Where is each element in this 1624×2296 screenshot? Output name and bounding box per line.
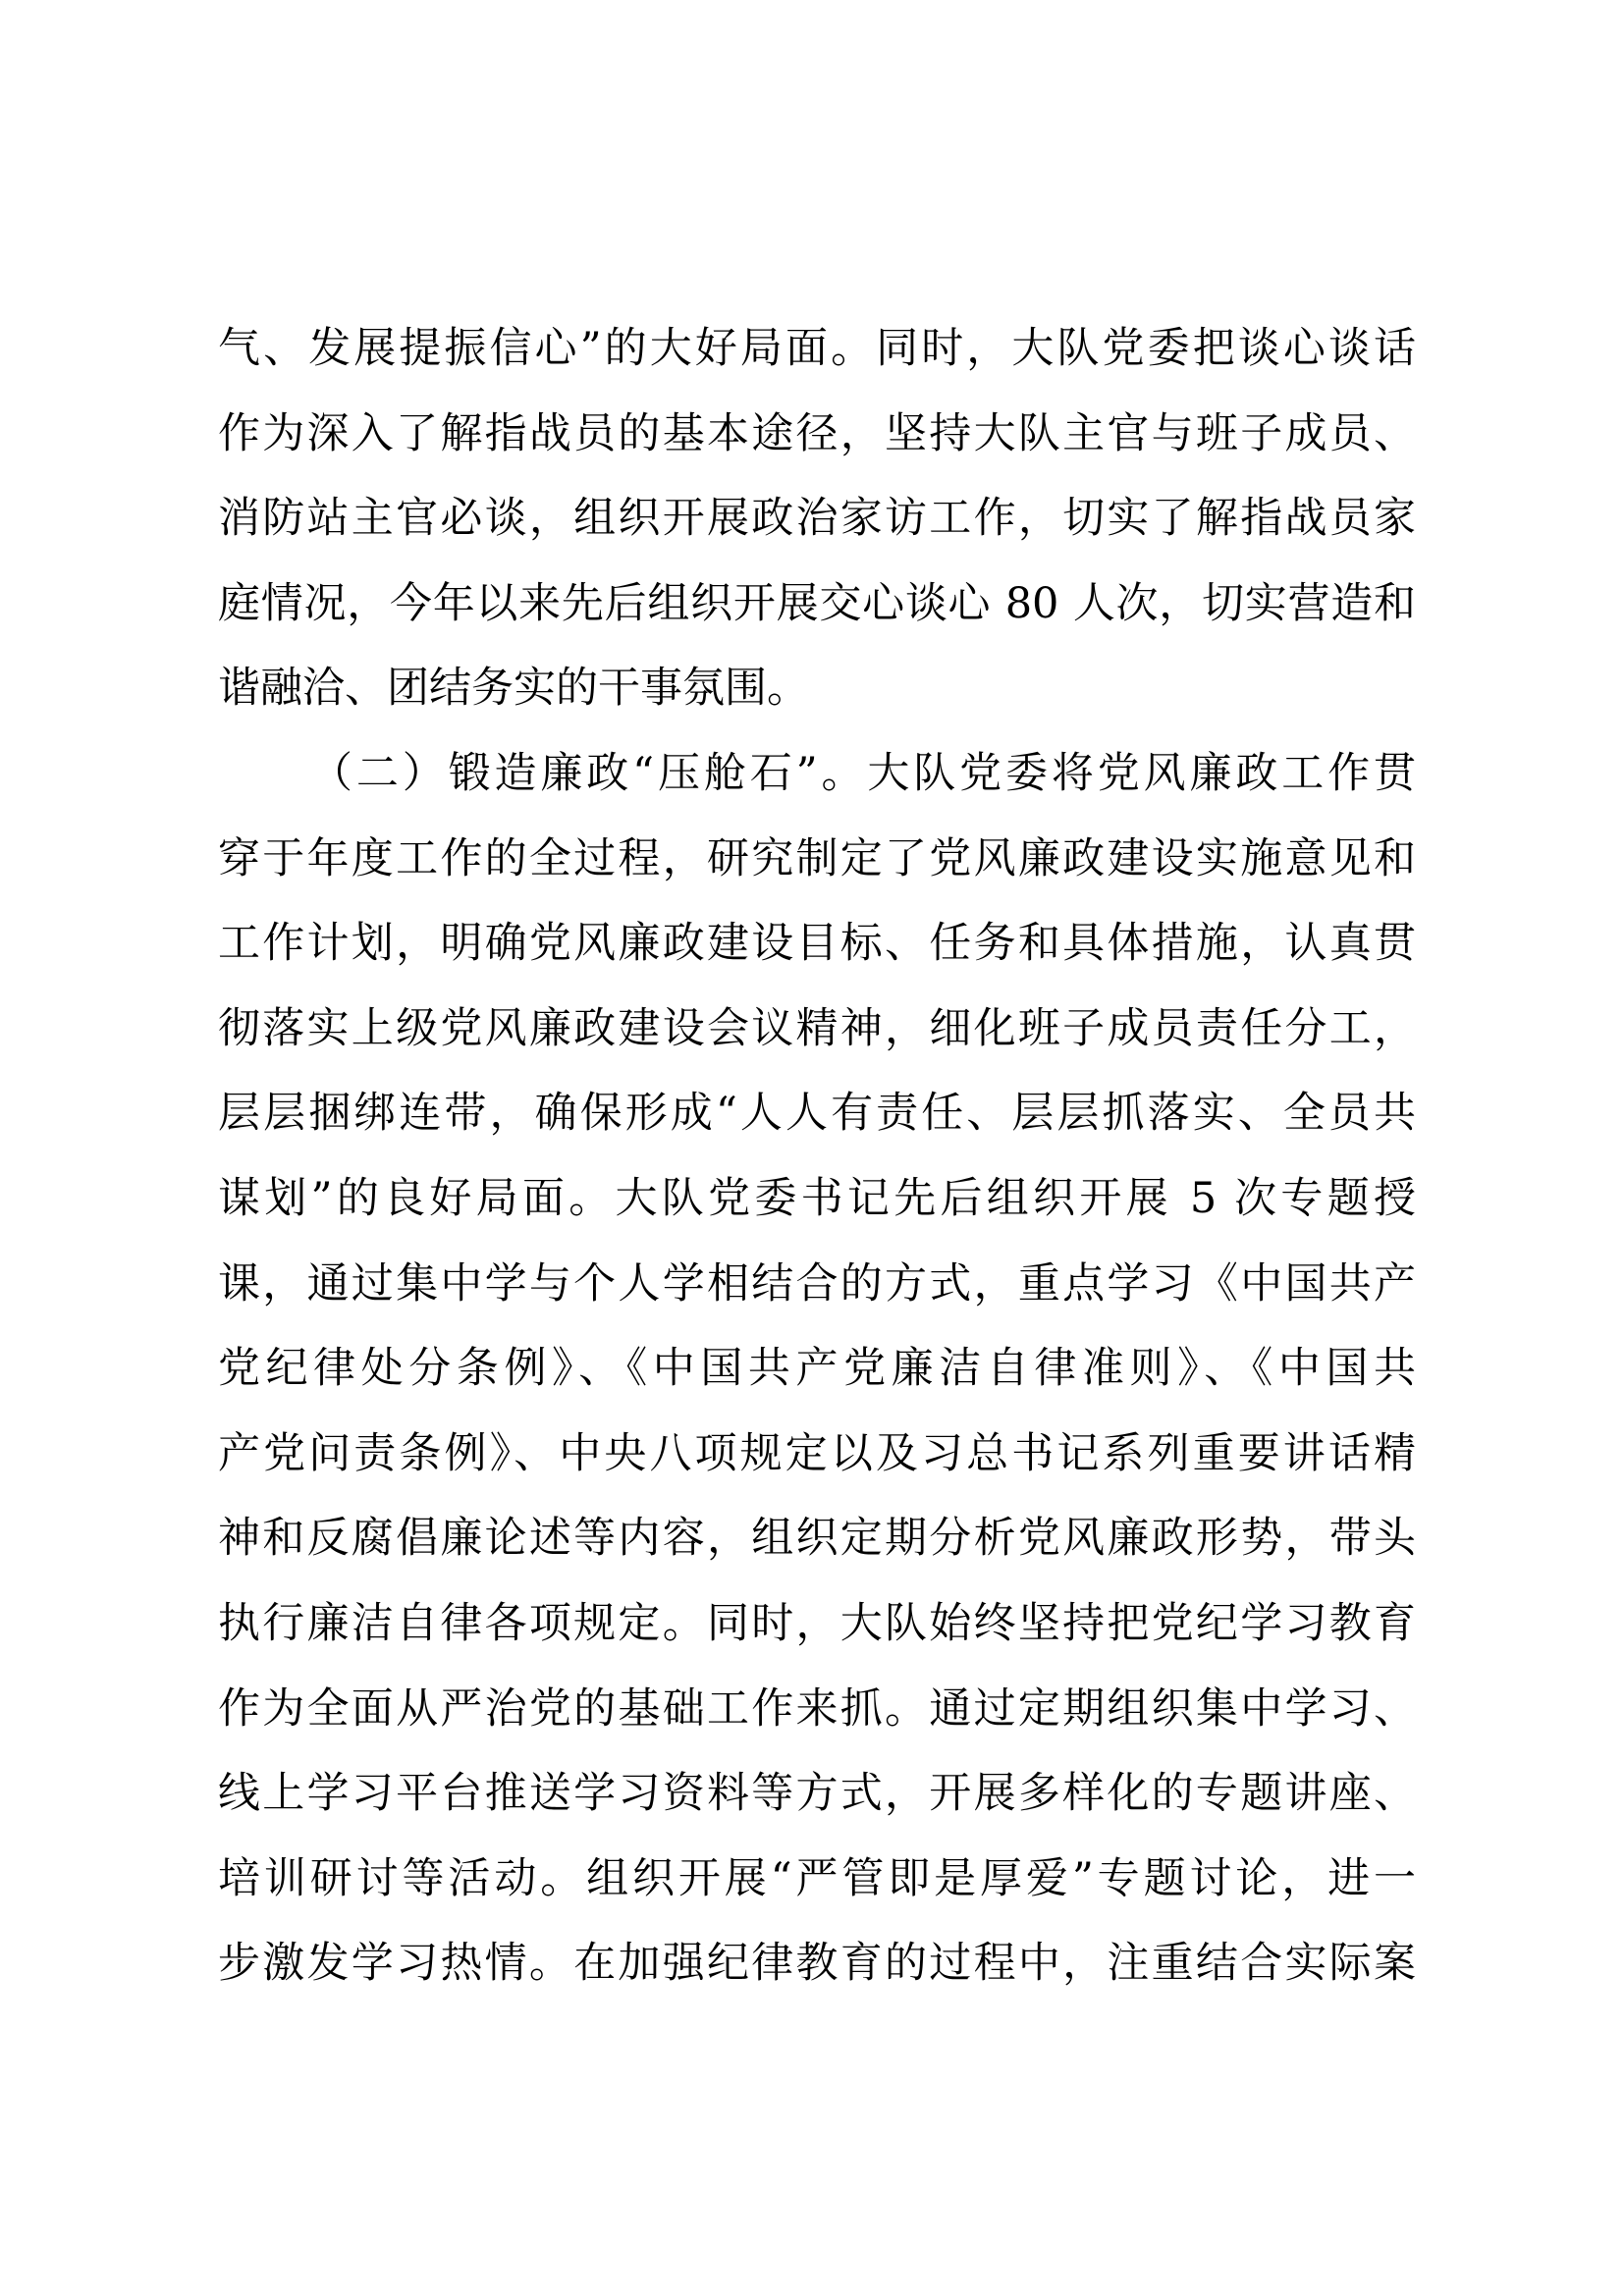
text-line: 课，通过集中学与个人学相结合的方式，重点学习《中国共产 [218, 1258, 1416, 1308]
document-body [218, 306, 1416, 2006]
paragraph-integrity [218, 731, 1416, 2006]
text-run: 大队党委将党风廉政工作贯 [867, 748, 1416, 798]
text-line: 层层捆绑连带，确保形成“人人有责任、层层抓落实、全员共 [218, 1089, 1416, 1139]
text-line: 作为深入了解指战员的基本途径，坚持大队主官与班子成员、 [218, 408, 1416, 458]
text-line: 神和反腐倡廉论述等内容，组织定期分析党风廉政形势，带头 [218, 1514, 1416, 1564]
text-line: 彻落实上级党风廉政建设会议精神，细化班子成员责任分工， [218, 1003, 1416, 1053]
section-first-line [218, 731, 1416, 817]
text-line: 谋划”的良好局面。大队党委书记先后组织开展 5 次专题授 [218, 1173, 1416, 1223]
text-line: 步激发学习热情。在加强纪律教育的过程中，注重结合实际案 [218, 1939, 1416, 1989]
text-line: 作为全面从严治党的基础工作来抓。通过定期组织集中学习、 [218, 1683, 1416, 1734]
text-line: 庭情况，今年以来先后组织开展交心谈心 80 人次，切实营造和 [218, 578, 1416, 628]
text-line: 线上学习平台推送学习资料等方式，开展多样化的专题讲座、 [218, 1769, 1416, 1819]
text-line: 气、发展提振信心”的大好局面。同时，大队党委把谈心谈话 [218, 324, 1416, 373]
text-line: 工作计划，明确党风廉政建设目标、任务和具体措施，认真贯 [218, 919, 1416, 969]
text-line: 消防站主官必谈，组织开展政治家访工作，切实了解指战员家 [218, 494, 1416, 544]
section-heading: （二）锻造廉政“压舱石”。 [310, 748, 868, 798]
paragraph-talks [218, 306, 1416, 731]
text-line: 党纪律处分条例》、《中国共产党廉洁自律准则》、《中国共 [218, 1344, 1416, 1394]
text-line: 执行廉洁自律各项规定。同时，大队始终坚持把党纪学习教育 [218, 1598, 1416, 1648]
text-line: 谐融洽、团结务实的干事氛围。 [218, 664, 809, 714]
text-line: 产党问责条例》、中央八项规定以及习总书记系列重要讲话精 [218, 1428, 1416, 1478]
text-line: 培训研讨等活动。组织开展“严管即是厚爱”专题讨论，进一 [218, 1853, 1416, 1903]
text-line: 穿于年度工作的全过程，研究制定了党风廉政建设实施意见和 [218, 833, 1416, 883]
